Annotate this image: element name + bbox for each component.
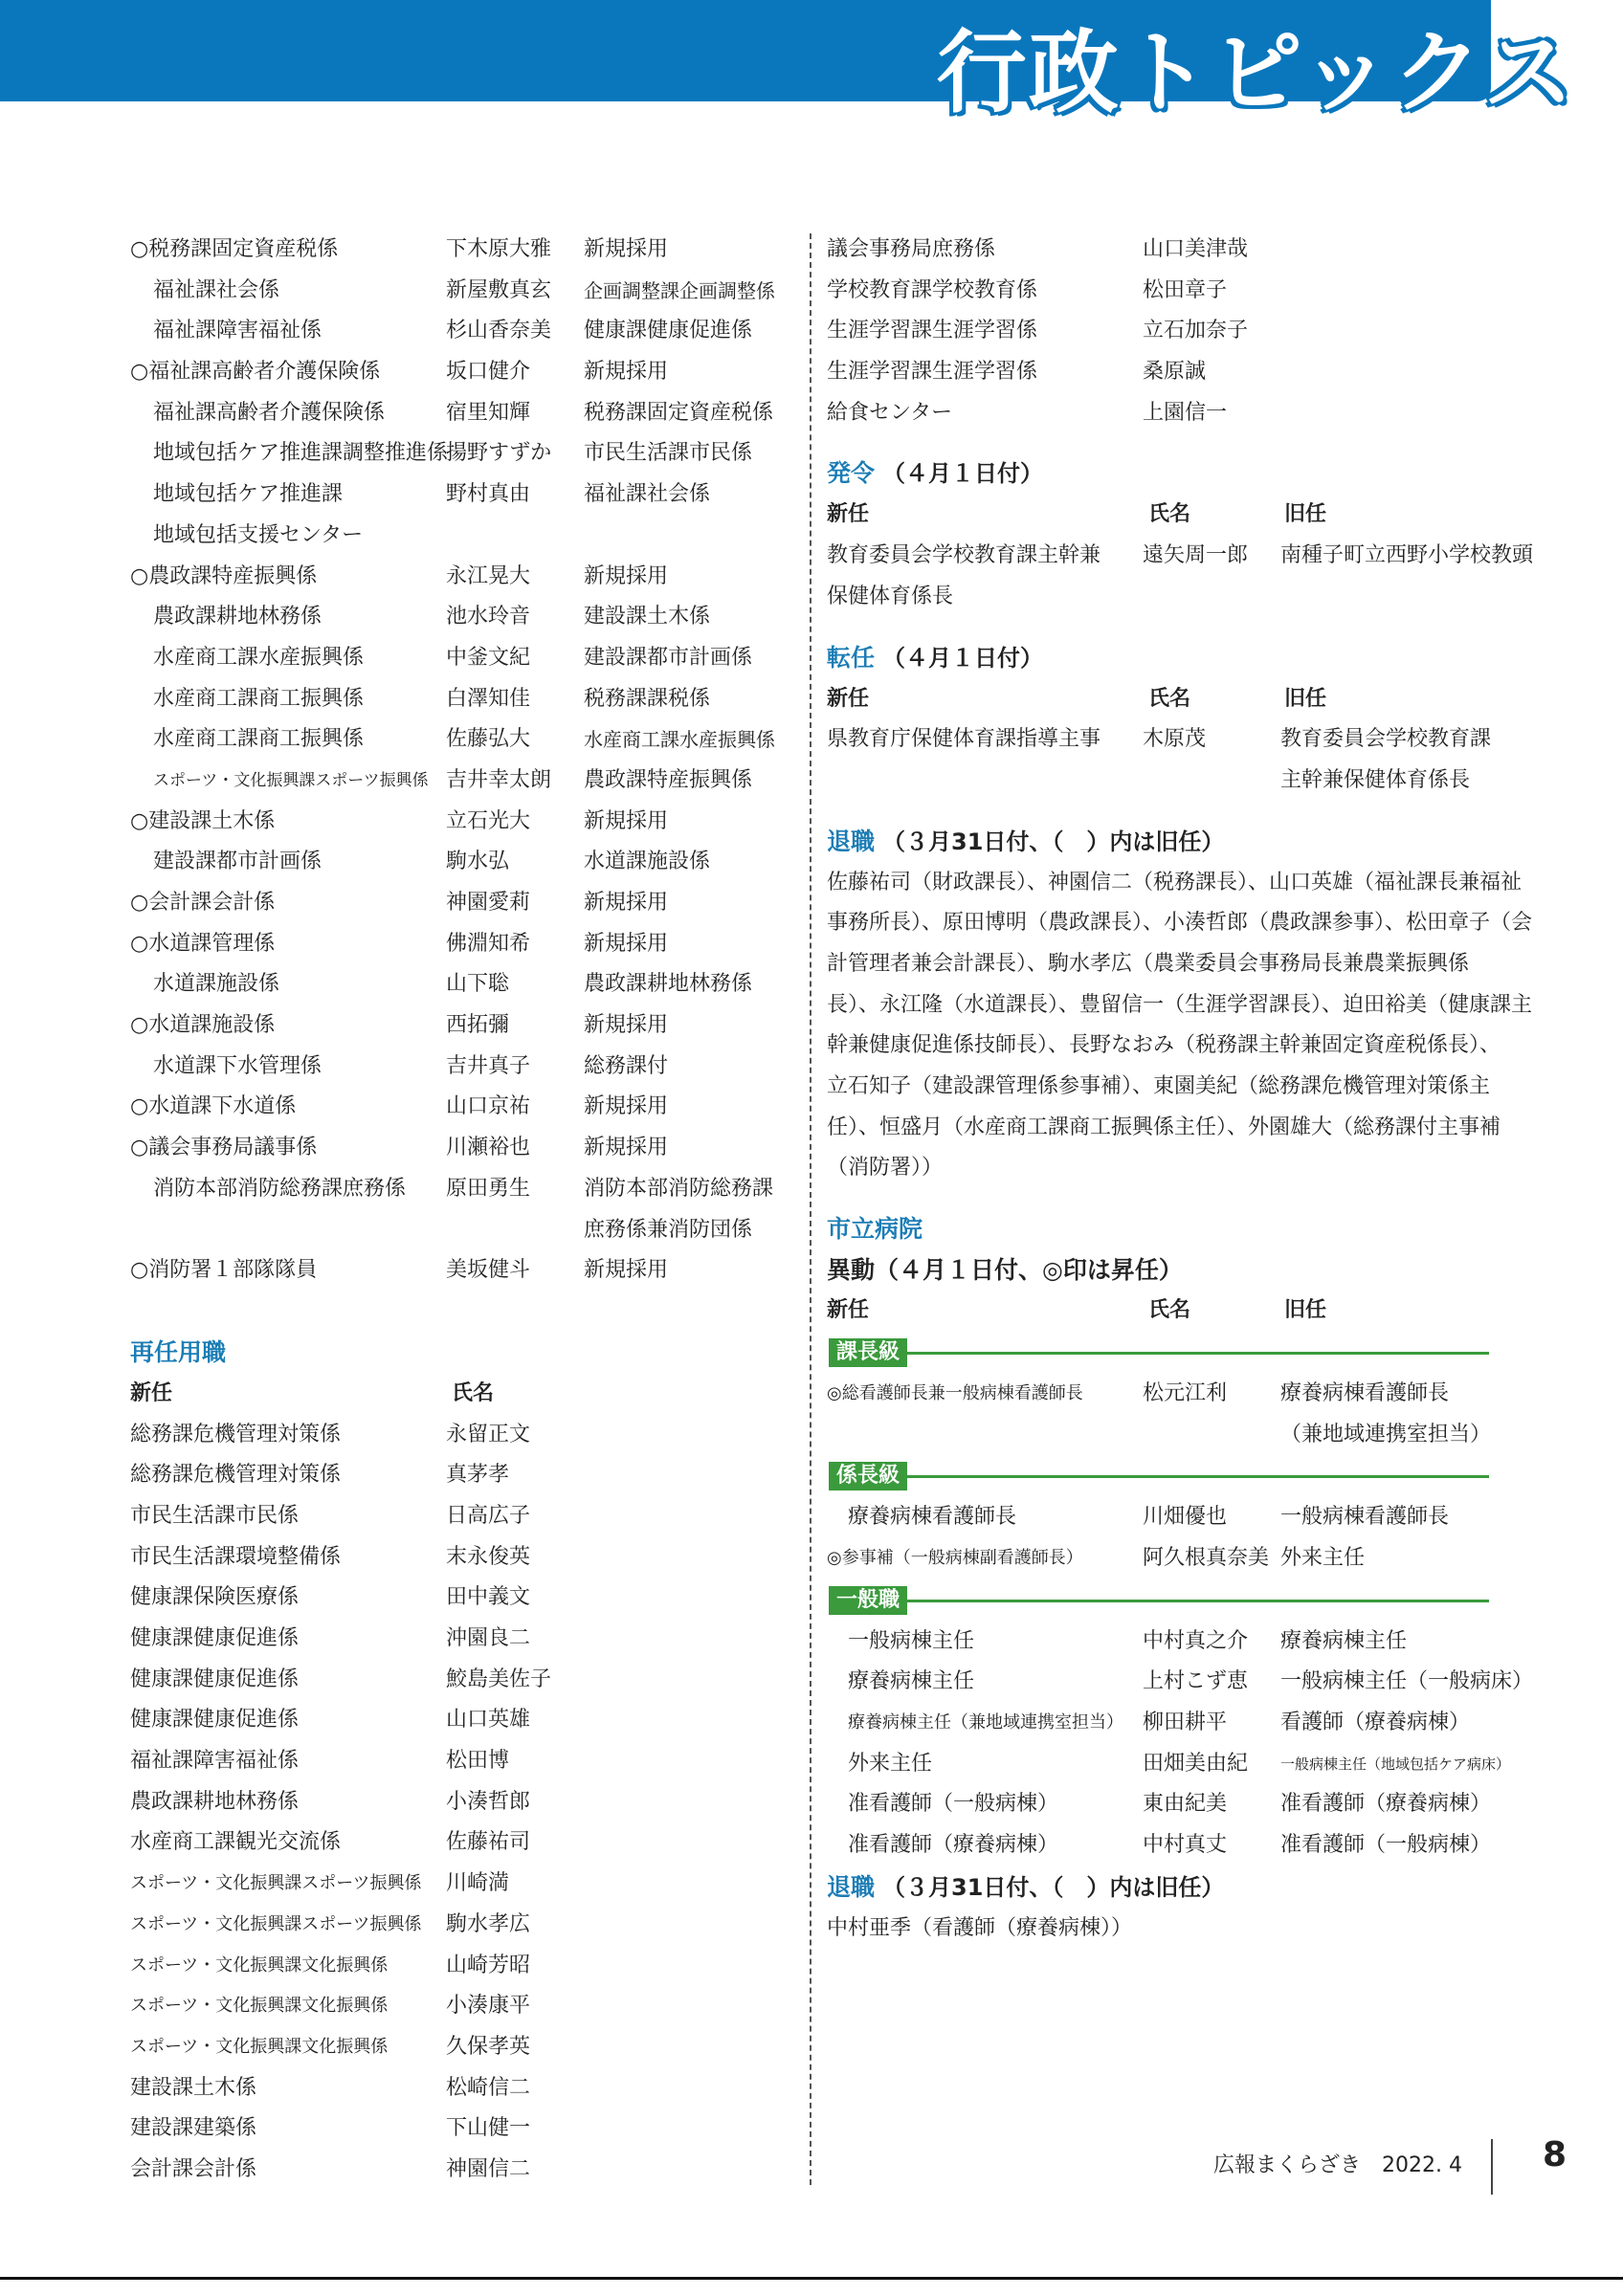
dept-cell: 消防本部消防総務課庶務係 [153,1176,407,1201]
dept-cell: 市民生活課環境整備係 [130,1544,342,1569]
name-cell: 吉井幸太朗 [446,767,552,792]
hospital-row [827,1622,1497,1663]
name-cell: 上村こず恵 [1143,1669,1249,1694]
appointment-row [827,536,1534,577]
transfer-row [130,1210,800,1251]
new-cell: 一般病棟主任 [848,1628,975,1653]
footer-separator [1491,2139,1493,2195]
dept-cell: 給食センター [827,400,953,425]
dept-cell: スポーツ・文化振興課文化振興係 [130,1954,389,1976]
name-cell: 山崎芳昭 [446,1953,531,1977]
header-name: 氏名 [1148,686,1191,711]
dept-cell: 建設課土木係 [130,2075,257,2100]
retirement-line: （消防署）） [827,1156,944,1181]
reappointment-row [130,2150,800,2191]
transfer-row [130,1005,800,1047]
hospital-retirement-title [827,1866,1497,1909]
old-cell: 教育委員会学校教育課 [1280,727,1492,752]
dept-cell: スポーツ・文化振興課スポーツ振興係 [130,1913,422,1934]
retirement-line: 佐藤祐司（財政課長）、神園信二（税務課長）、山口英雄（福祉課長兼福祉 [827,870,1523,894]
transfer-row [130,719,800,761]
prev-cell: 水産商工課水産振興係 [584,728,775,752]
header-new: 新任 [827,502,870,527]
name-cell: 永留正文 [446,1422,531,1446]
hospital-groups [827,1334,1534,1866]
page-title: 行政トピックス [936,21,1575,125]
retirement-paragraph [827,863,1533,1190]
dept-cell: 福祉課障害福祉係 [130,1749,300,1774]
name-cell: 神園愛莉 [446,891,531,915]
dept-cell: ○農政課特産振興係 [130,563,318,588]
header-name: 氏名 [452,1380,495,1405]
appointment-list [827,536,1534,617]
dept-cell: 地域包括ケア推進課調整推進係 [153,441,449,466]
reappointment-row [130,1700,800,1741]
hospital-row [827,1703,1497,1744]
reappointment-row [130,1578,800,1619]
transfer-row [130,1087,800,1128]
prev-cell: 消防本部消防総務課 [584,1176,774,1201]
name-cell: 日高広子 [446,1503,531,1528]
name-cell: 野村真由 [446,482,531,507]
reassignment-row [827,761,1497,802]
prev-cell: 税務課課税係 [584,686,711,711]
dept-cell: 地域包括ケア推進課 [153,482,344,507]
dept-cell: ○税務課固定資産税係 [130,237,339,261]
reappointment-row [130,2027,800,2068]
new-cell: ◎参事補（一般病棟副看護師長） [827,1547,1083,1568]
right-column [827,230,1534,1949]
dept-cell: 総務課危機管理対策係 [130,1422,342,1446]
hospital-retirement-line: 中村亜季（看護師（療養病棟）） [827,1915,1133,1940]
transfer-row [130,964,800,1005]
continued-row [827,230,1497,271]
transfer-row [130,433,800,475]
name-cell: 永江晃大 [446,563,531,588]
new-cell: 療養病棟看護師長 [848,1505,1017,1530]
name-cell: 原田勇生 [446,1176,531,1201]
name-cell: 立石光大 [446,808,531,833]
hospital-row [827,1744,1511,1785]
dept-cell: ○会計課会計係 [130,891,276,915]
name-cell: 桑原誠 [1143,360,1207,385]
transfer-row [130,597,800,638]
old-cell: 療養病棟主任 [1280,1628,1408,1653]
dept-cell: 水産商工課観光交流係 [130,1830,342,1855]
name-cell: 白澤知佳 [446,686,531,711]
dept-cell: 議会事務局庶務係 [827,237,996,261]
hospital-retirement-date: （３月31日付、（ ）内は旧任） [882,1873,1225,1901]
retirement-line: 計管理者兼会計課長）、駒水孝広（農業委員会事務局長兼農業振興係 [827,951,1470,976]
grade-label: 係長級 [829,1462,907,1490]
appointment-title-text: 発令 [827,459,876,488]
dept-cell: 水産商工課商工振興係 [153,686,365,711]
dept-cell: 健康課健康促進係 [130,1626,300,1650]
hospital-row [827,1662,1534,1703]
name-cell: 佐藤祐司 [446,1830,531,1855]
dept-cell: 健康課健康促進係 [130,1708,300,1733]
name-cell: 松田章子 [1143,277,1228,302]
prev-cell: 建設課都市計画係 [584,645,753,670]
name-cell: 松田博 [446,1749,510,1774]
hospital-row [827,1784,1497,1825]
dept-cell: 建設課建築係 [130,2116,257,2141]
transfer-row [130,1128,800,1169]
dept-cell: 総務課危機管理対策係 [130,1463,342,1488]
old-cell: 看護師（療養病棟） [1280,1711,1471,1734]
reappointment-row [130,1864,800,1905]
dept-cell: 福祉課高齢者介護保険係 [153,400,386,425]
header-old: 旧任 [1284,502,1327,527]
reassignment-title [827,637,1497,679]
transfer-row [130,842,800,883]
dept-cell: 健康課保険医療係 [130,1585,300,1610]
prev-cell: 農政課耕地林務係 [584,972,753,997]
appointment-title [827,453,1497,495]
name-cell: 立石加奈子 [1143,319,1249,343]
name-cell: 佐藤弘大 [446,727,531,752]
dept-cell: 市民生活課市民係 [130,1503,300,1528]
new-cell: 療養病棟主任（兼地域連携室担当） [848,1712,1123,1733]
name-cell: 中村真丈 [1143,1833,1228,1858]
dept-cell: スポーツ・文化振興課スポーツ振興係 [130,1873,422,1894]
continued-row [827,393,1497,434]
name-cell: 揚野すずか [446,441,552,466]
retirement-line: 任）、恒盛月（水産商工課商工振興係主任）、外園雄大（総務課付主事補 [827,1115,1501,1139]
prev-cell: 総務課付 [584,1053,669,1078]
reappointment-row [130,1946,800,1987]
name-cell: 松元江利 [1143,1380,1228,1405]
hospital-row [827,1538,1497,1579]
old-cell: 准看護師（一般病棟） [1280,1833,1492,1858]
reappointment-title: 再任用職 [130,1337,227,1366]
grade-band [827,1581,1497,1620]
grade-rule [903,1600,1489,1602]
name-cell: 上園信一 [1143,400,1228,425]
name-cell: 中釜文紀 [446,645,531,670]
dept-cell: ○建設課土木係 [130,808,276,833]
reappointment-row [130,1455,800,1496]
old-cell: 外来主任 [1280,1545,1366,1570]
reappointment-row [130,1905,800,1946]
name-cell: 下木原大雅 [446,237,552,261]
name-cell: 駒水孝広 [446,1911,531,1936]
dept-cell: 生涯学習課生涯学習係 [827,360,1038,385]
dept-cell: 学校教育課学校教育係 [827,277,1038,302]
dept-cell: ○水道課施設係 [130,1013,276,1038]
page-number: 8 [1543,2135,1567,2175]
name-cell: 末永俊英 [446,1544,531,1569]
old-cell: 一般病棟主任（一般病床） [1280,1669,1534,1694]
name-cell: 川崎満 [446,1871,510,1896]
reappointment-row [130,1741,800,1782]
new-cell: 外来主任 [848,1751,933,1776]
prev-cell: 新規採用 [584,1136,669,1160]
name-cell: 田畑美由紀 [1143,1751,1249,1776]
transfer-list [130,230,800,1292]
prev-cell: 市民生活課市民係 [584,441,753,466]
hospital-row [827,1415,1497,1456]
name-cell: 宿里知輝 [446,400,531,425]
transfer-row [130,311,800,352]
reassignment-date: （４月１日付） [882,644,1044,672]
name-cell: 柳田耕平 [1143,1711,1228,1734]
transfer-row [130,924,800,965]
reappointment-row [130,1782,800,1823]
hospital-title: 市立病院 [827,1215,923,1244]
left-column [130,230,800,2191]
transfer-row [130,802,800,843]
name-cell: 中村真之介 [1143,1628,1249,1653]
name-cell: 駒水弘 [446,850,510,874]
prev-cell: 水道課施設係 [584,850,711,874]
hospital-row [827,1497,1497,1538]
old-cell: 南種子町立西野小学校教頭 [1280,543,1534,568]
dept-cell: 農政課耕地林務係 [153,605,322,629]
old-cell: 一般病棟看護師長 [1280,1505,1450,1530]
prev-cell: 新規採用 [584,1013,669,1038]
reassignment-title-text: 転任 [827,643,876,672]
transfer-row [130,1250,800,1292]
name-cell: 鮫島美佐子 [446,1667,552,1691]
hospital-header [827,1291,1497,1332]
name-cell: 山口英雄 [446,1708,531,1733]
transfer-row [130,638,800,679]
transfer-row [130,271,800,312]
name-cell: 久保孝英 [446,2034,531,2059]
prev-cell: 庶務係兼消防団係 [584,1217,753,1242]
new-cell: 准看護師（一般病棟） [848,1792,1059,1817]
transfer-row [130,475,800,516]
prev-cell: 新規採用 [584,931,669,956]
reappointment-list [130,1415,800,2191]
header-name: 氏名 [1148,1298,1191,1323]
retirement-line: 長）、永江隆（水道課長）、豊留信一（生涯学習課長）、迫田裕美（健康課主 [827,992,1533,1017]
appointment-header [827,495,1497,536]
dept-cell: 福祉課社会係 [153,277,280,302]
name-cell: 川瀬裕也 [446,1136,531,1160]
dept-cell: ○議会事務局議事係 [130,1136,318,1160]
dept-cell: ○水道課管理係 [130,931,276,956]
dept-cell: 福祉課障害福祉係 [153,319,322,343]
dept-cell: 農政課耕地林務係 [130,1789,300,1814]
prev-cell: 新規採用 [584,360,669,385]
hospital-subtitle: 異動（４月１日付、◎印は昇任） [827,1256,1183,1285]
dept-cell: スポーツ・文化振興課スポーツ振興係 [153,770,429,790]
name-cell: 吉井真子 [446,1053,531,1078]
name-cell: 山口京祐 [446,1094,531,1119]
dept-cell: スポーツ・文化振興課文化振興係 [130,2036,389,2057]
old-cell: 一般病棟主任（地域包括ケア病床） [1280,1755,1511,1773]
grade-band [827,1334,1497,1372]
name-cell: 下山健一 [446,2116,531,2141]
old-cell: 主幹兼保健体育係長 [1280,767,1471,792]
dept-cell: 地域包括支援センター [153,522,364,547]
reappointment-row [130,2068,800,2109]
new-cell: 教育委員会学校教育課主幹兼 [827,543,1101,568]
transfer-row [130,761,800,802]
name-cell: 山下聡 [446,972,510,997]
name-cell: 神園信二 [446,2156,531,2181]
name-cell: 木原茂 [1143,727,1207,752]
transfer-row [130,883,800,924]
name-cell: 美坂健斗 [446,1258,531,1283]
dept-cell: スポーツ・文化振興課文化振興係 [130,1996,389,2017]
new-cell: 保健体育係長 [827,584,954,608]
prev-cell: 新規採用 [584,891,669,915]
name-cell: 坂口健介 [446,360,531,385]
dept-cell: 健康課健康促進係 [130,1667,300,1691]
name-cell: 田中義文 [446,1585,531,1610]
transfer-row [130,557,800,598]
name-cell: 小湊康平 [446,1994,531,2019]
grade-label: 課長級 [829,1338,907,1367]
bottom-rule [0,2277,1623,2280]
prev-cell: 企画調整課企画調整係 [584,278,775,302]
name-cell: 松崎信二 [446,2075,531,2100]
header-old: 旧任 [1284,1298,1327,1323]
continued-row [827,352,1497,393]
new-cell: ◎総看護師長兼一般病棟看護師長 [827,1382,1083,1403]
column-divider [810,233,812,2185]
continued-row [827,271,1497,312]
retirement-title [827,821,1497,863]
transfer-row [130,516,800,557]
name-cell: 真茅孝 [446,1463,510,1488]
dept-cell: 会計課会計係 [130,2156,257,2181]
appointment-row [827,577,1497,618]
new-cell: 県教育庁保健体育課指導主事 [827,727,1101,752]
prev-cell: 税務課固定資産税係 [584,400,774,425]
header-old: 旧任 [1284,686,1327,711]
transfer-row [130,1047,800,1088]
reappointment-row [130,1496,800,1537]
dept-cell: 生涯学習課生涯学習係 [827,319,1038,343]
reassignment-header [827,679,1497,720]
grade-rule [903,1352,1489,1355]
prev-cell: 福祉課社会係 [584,482,711,507]
reassignment-row [827,719,1497,761]
transfer-row [130,679,800,720]
header-name: 氏名 [1148,502,1191,527]
name-cell: 小湊哲郎 [446,1789,531,1814]
transfer-row [130,1169,800,1210]
name-cell: 川畑優也 [1143,1505,1228,1530]
header-new: 新任 [827,686,870,711]
name-cell: 池水玲音 [446,605,531,629]
grade-band [827,1457,1497,1495]
reassignment-list [827,719,1497,801]
reappointment-header [130,1374,800,1415]
hospital-row [827,1374,1497,1415]
prev-cell: 新規採用 [584,237,669,261]
reappointment-row [130,1822,800,1864]
prev-cell: 新規採用 [584,563,669,588]
reappointment-row [130,1415,800,1456]
grade-rule [903,1475,1489,1478]
transfer-row [130,230,800,271]
old-cell: （兼地域連携室担当） [1280,1422,1492,1446]
reappointment-row [130,1537,800,1578]
new-cell: 療養病棟主任 [848,1669,975,1694]
retirement-line: 幹兼健康促進係技師長）、長野なおみ（税務課主幹兼固定資産税係長）、 [827,1033,1501,1058]
retirement-title-text: 退職 [827,827,876,855]
dept-cell: 水産商工課水産振興係 [153,645,365,670]
dept-cell: ○消防署１部隊隊員 [130,1258,318,1283]
name-cell: 山口美津哉 [1143,237,1249,261]
hospital-retirement-title-text: 退職 [827,1872,876,1901]
retirement-line: 立石知子（建設課管理係参事補）、東園美紀（総務課危機管理対策係主 [827,1074,1491,1099]
publication-name: 広報まくらざき 2022. 4 [1213,2153,1462,2177]
name-cell: 杉山香奈美 [446,319,552,343]
prev-cell: 新規採用 [584,1258,669,1283]
prev-cell: 新規採用 [584,1094,669,1119]
dept-cell: 建設課都市計画係 [153,850,322,874]
dept-cell: ○水道課下水道係 [130,1094,297,1119]
dept-cell: ○福祉課高齢者介護保険係 [130,360,381,385]
grade-label: 一般職 [829,1586,907,1615]
name-cell: 佛淵知希 [446,931,531,956]
reappointment-row [130,1986,800,2027]
dept-cell: 水道課下水管理係 [153,1053,322,1078]
name-cell: 遠矢周一郎 [1143,543,1249,568]
header-new: 新任 [130,1380,173,1405]
old-cell: 療養病棟看護師長 [1280,1380,1450,1405]
retirement-date: （３月31日付、（ ）内は旧任） [882,828,1225,855]
reappointment-row [130,1660,800,1701]
dept-cell: 水道課施設係 [153,972,280,997]
name-cell: 西拓彌 [446,1013,510,1038]
old-cell: 准看護師（療養病棟） [1280,1792,1492,1817]
reappointment-row [130,2108,800,2150]
retirement-line: 事務所長）、原田博明（農政課長）、小湊哲郎（農政課参事）、松田章子（会 [827,911,1533,936]
name-cell: 阿久根真奈美 [1143,1545,1270,1570]
dept-cell: 水産商工課商工振興係 [153,727,365,752]
hospital-row [827,1825,1497,1866]
name-cell: 沖園良二 [446,1626,531,1650]
prev-cell: 健康課健康促進係 [584,319,753,343]
transfer-row [130,352,800,393]
name-cell: 東由紀美 [1143,1792,1228,1817]
appointment-date: （４月１日付） [882,460,1044,488]
transfer-row [130,393,800,434]
header-new: 新任 [827,1298,870,1323]
reappointment-row [130,1619,800,1660]
new-cell: 准看護師（療養病棟） [848,1833,1059,1858]
name-cell: 新屋敷真玄 [446,277,552,302]
continued-row [827,311,1497,352]
prev-cell: 農政課特産振興係 [584,767,753,792]
continued-list [827,230,1497,433]
prev-cell: 建設課土木係 [584,605,711,629]
prev-cell: 新規採用 [584,808,669,833]
